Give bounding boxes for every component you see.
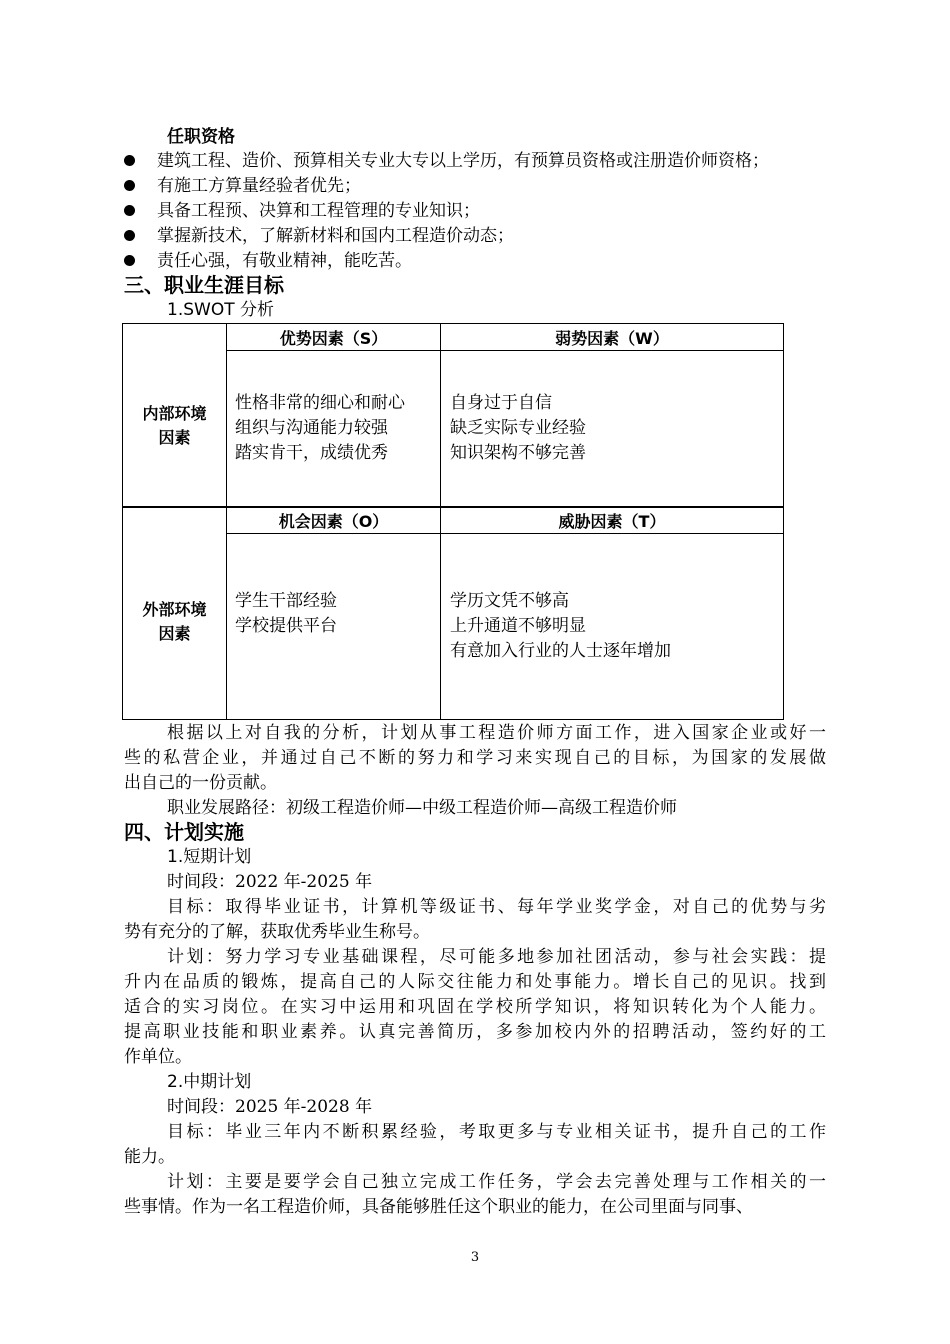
section-heading: 四、计划实施 (124, 820, 244, 844)
opportunities-header: 机会因素（O） (278, 512, 389, 531)
opportunity-item: 学校提供平台 (235, 616, 337, 636)
strength-item: 性格非常的细心和耐心 (235, 393, 405, 413)
section-heading: 三、职业生涯目标 (124, 273, 284, 297)
threats-list (450, 589, 671, 664)
subsection-title: 1.短期计划 (167, 847, 252, 867)
period-text: 时间段：2025 年-2028 年 (167, 1097, 373, 1117)
bullet-icon (124, 255, 135, 266)
weakness-item: 缺乏实际专业经验 (450, 418, 586, 438)
plan-line: 些事情。作为一名工程造价师，具备能够胜任这个职业的能力，在公司里面与同事、 (124, 1197, 753, 1217)
plan-line: 计划：主要是要学会自己独立完成工作任务，学会去完善处理与工作相关的一 (167, 1172, 826, 1192)
external-factors-label (123, 598, 226, 646)
row-label-line: 内部环境 (142, 404, 207, 423)
row-label-line: 外部环境 (142, 600, 207, 619)
table-divider (226, 533, 783, 534)
qualification-item: 具备工程预、决算和工程管理的专业知识； (157, 201, 480, 221)
weaknesses-header: 弱势因素（W） (555, 329, 669, 348)
row-label-line: 因素 (158, 428, 191, 447)
bullet-icon (124, 230, 135, 241)
weakness-item: 自身过于自信 (450, 393, 552, 413)
weakness-item: 知识架构不够完善 (450, 443, 586, 463)
row-label-line: 因素 (158, 624, 191, 643)
bullet-icon (124, 155, 135, 166)
qualification-item: 责任心强，有敬业精神，能吃苦。 (157, 251, 412, 271)
plan-line: 提高职业技能和职业素养。认真完善简历，多参加校内外的招聘活动，签约好的工 (124, 1022, 826, 1042)
threats-header: 威胁因素（T） (558, 512, 666, 531)
goal-line: 目标：取得毕业证书，计算机等级证书、每年学业奖学金，对自己的优势与劣 (167, 897, 826, 917)
plan-line: 适合的实习岗位。在实习中运用和巩固在学校所学知识，将知识转化为个人能力。 (124, 997, 826, 1017)
table-divider (123, 506, 783, 508)
strengths-header: 优势因素（S） (279, 329, 388, 348)
goal-line: 能力。 (124, 1147, 175, 1167)
subsection-title: 1.SWOT 分析 (167, 300, 274, 320)
qualification-item: 掌握新技术，了解新材料和国内工程造价动态； (157, 226, 514, 246)
plan-line: 作单位。 (124, 1047, 192, 1067)
threat-item: 上升通道不够明显 (450, 616, 586, 636)
analysis-line: 些的私营企业，并通过自己不断的努力和学习来实现自己的目标，为国家的发展做 (124, 748, 826, 768)
bullet-icon (124, 180, 135, 191)
analysis-line: 根据以上对自我的分析，计划从事工程造价师方面工作，进入国家企业或好一 (167, 723, 826, 743)
threat-item: 学历文凭不够高 (450, 591, 569, 611)
qualifications-title: 任职资格 (167, 127, 235, 147)
strength-item: 踏实肯干，成绩优秀 (235, 443, 388, 463)
bullet-icon (124, 205, 135, 216)
analysis-line: 出自己的一份贡献。 (124, 773, 277, 793)
strength-item: 组织与沟通能力较强 (235, 418, 388, 438)
internal-factors-label (123, 402, 226, 450)
threat-item: 有意加入行业的人士逐年增加 (450, 641, 671, 661)
strengths-list (235, 391, 405, 466)
plan-line: 计划：努力学习专业基础课程，尽可能多地参加社团活动，参与社会实践：提 (167, 947, 826, 967)
career-path: 职业发展路径：初级工程造价师—中级工程造价师—高级工程造价师 (167, 798, 677, 818)
goal-line: 势有充分的了解，获取优秀毕业生称号。 (124, 922, 430, 942)
table-divider (226, 350, 783, 351)
goal-line: 目标：毕业三年内不断积累经验，考取更多与专业相关证书，提升自己的工作 (167, 1122, 826, 1142)
subsection-title: 2.中期计划 (167, 1072, 252, 1092)
swot-table (122, 323, 784, 720)
opportunities-list (235, 589, 337, 639)
plan-line: 升内在品质的锻炼，提高自己的人际交往能力和处事能力。增长自己的见识。找到 (124, 972, 826, 992)
qualification-item: 有施工方算量经验者优先； (157, 176, 361, 196)
opportunity-item: 学生干部经验 (235, 591, 337, 611)
page-number: 3 (470, 1250, 480, 1265)
weaknesses-list (450, 391, 586, 466)
qualification-item: 建筑工程、造价、预算相关专业大专以上学历，有预算员资格或注册造价师资格； (157, 151, 769, 171)
period-text: 时间段：2022 年-2025 年 (167, 872, 373, 892)
